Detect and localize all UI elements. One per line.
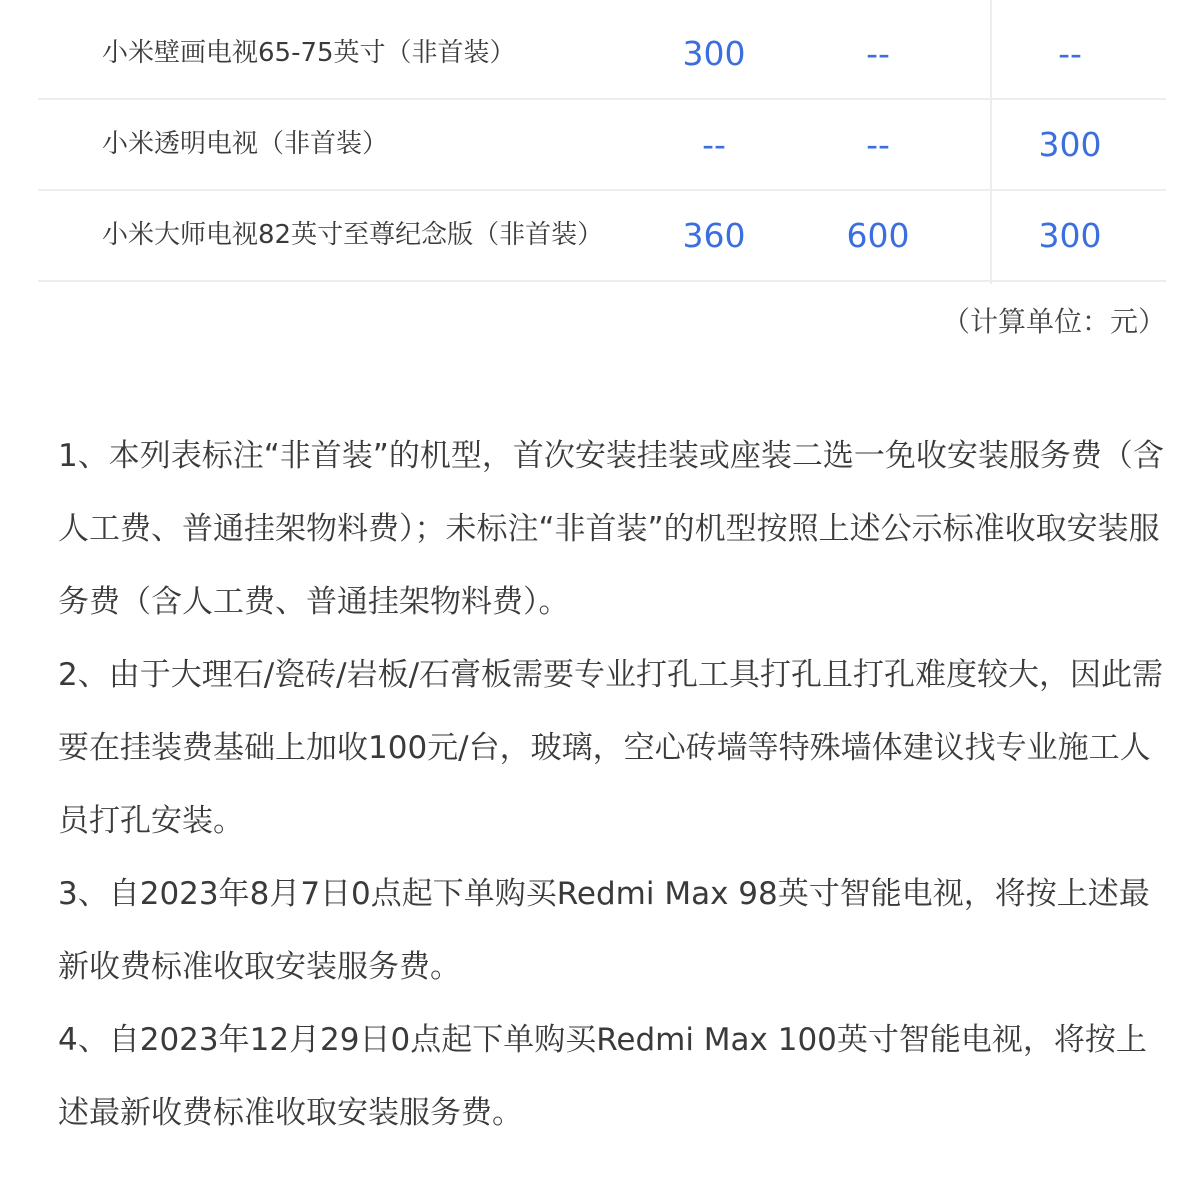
note-paragraph: 4、自2023年12月29日0点起下单购买Redmi Max 100英寸智能电视，将按上述最新收费标准收取安装服务费。: [58, 1022, 1147, 1131]
note-paragraph: 1、本列表标注“非首装”的机型，首次安装挂装或座装二选一免收安装服务费（含人工费、普通挂架物料费）；未标注“非首装”的机型按照上述公示标准收取安装服务费（含人工费、普通挂架物料费）。: [58, 438, 1164, 620]
table-row: [38, 100, 1166, 191]
note-paragraph: 2、由于大理石/瓷砖/岩板/石膏板需要专业打孔工具打孔且打孔难度较大，因此需要在挂装费基础上加收100元/台，玻璃，空心砖墙等特殊墙体建议找专业施工人员打孔安装。: [58, 657, 1164, 839]
model-name: 小米大师电视82英寸至尊纪念版（非首装）: [102, 220, 604, 250]
unit-note: （计算单位：元）: [941, 305, 1166, 338]
fee-value: --: [866, 125, 890, 164]
model-name: 小米透明电视（非首装）: [102, 129, 389, 159]
fee-value: --: [1058, 34, 1082, 73]
fee-value: --: [702, 125, 726, 164]
fee-value: 300: [1038, 216, 1102, 255]
fee-value: 360: [682, 216, 746, 255]
note-paragraph: 3、自2023年8月7日0点起下单购买Redmi Max 98英寸智能电视，将按上述最新收费标准收取安装服务费。: [58, 876, 1150, 985]
fee-value: 600: [846, 216, 910, 255]
fee-value: --: [866, 34, 890, 73]
notes-section: [58, 420, 1168, 1150]
fee-value: 300: [1038, 125, 1102, 164]
table-row: [38, 9, 1166, 100]
fee-value: 300: [682, 34, 746, 73]
model-name: 小米壁画电视65-75英寸（非首装）: [102, 38, 516, 68]
table-row: [38, 191, 1166, 282]
fee-table: [38, 0, 1166, 284]
